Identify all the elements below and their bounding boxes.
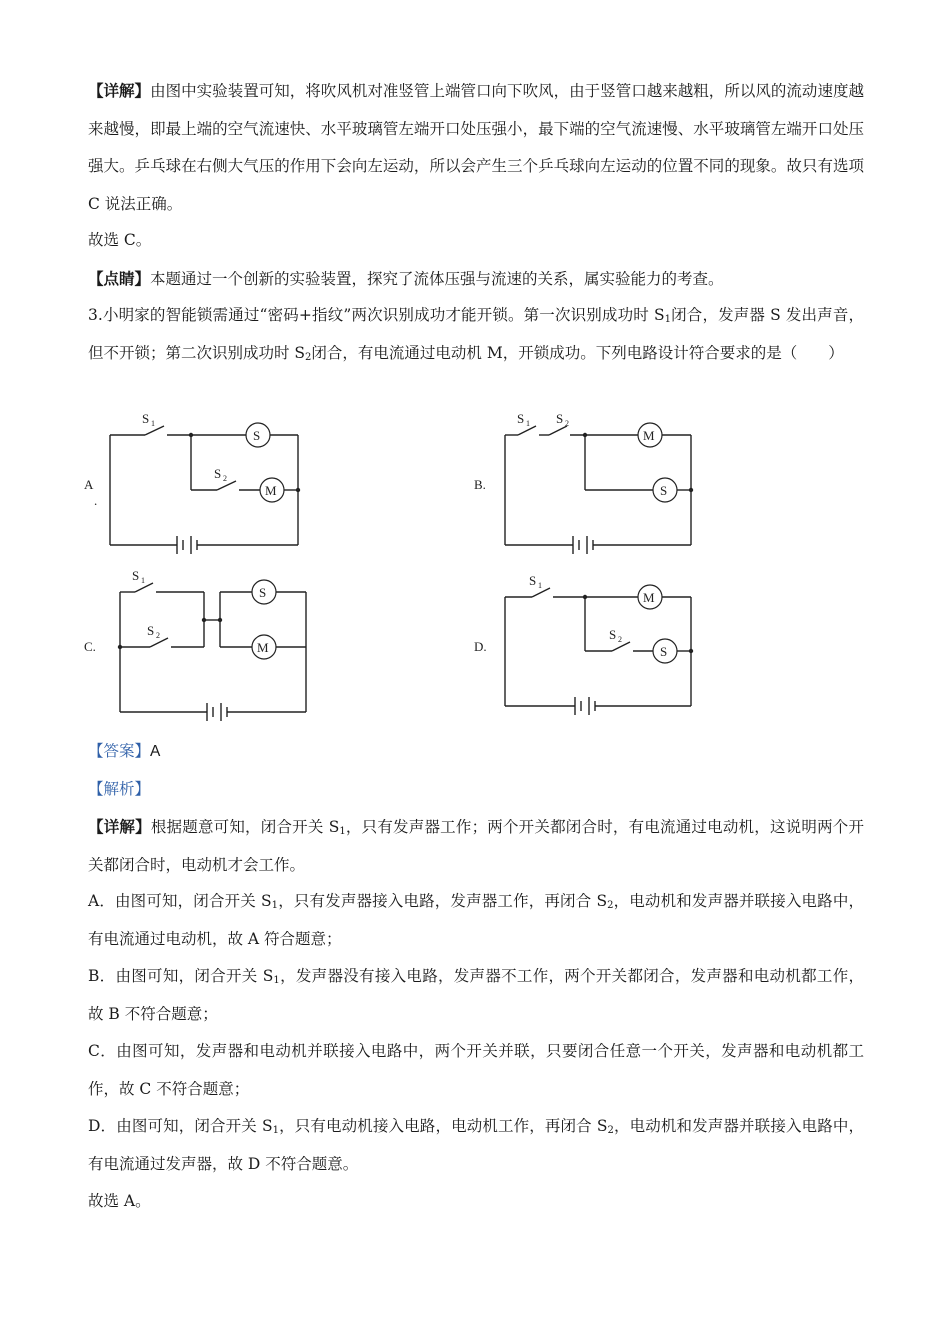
sounder-label: S xyxy=(660,644,668,659)
subscript: 1 xyxy=(526,419,530,428)
subscript: 1 xyxy=(141,576,145,585)
analysis-label: 【解析】 xyxy=(88,780,151,798)
comment-text: 本题通过一个创新的实验装置，探究了流体压强与流速的关系，属实验能力的考查。 xyxy=(150,270,724,288)
switch-label: S xyxy=(214,466,222,481)
option-label: A xyxy=(84,477,94,492)
circuit-option-b xyxy=(470,405,710,555)
detail-paragraph-1 xyxy=(88,72,864,223)
explanation-text-part: ，发声器没有接入电路，发声器不工作，两个开关都闭合，发声器和电动机都工作，故 B 不符合题意； xyxy=(88,967,865,1023)
option-b-explanation xyxy=(88,958,864,1033)
option-label: B. xyxy=(474,477,486,492)
switch-label: S xyxy=(556,411,564,426)
option-a-explanation xyxy=(88,883,864,958)
subscript: 2 xyxy=(618,635,622,644)
circuit-c-diagram xyxy=(80,565,320,725)
detail-label: 【详解】 xyxy=(88,817,151,836)
question-number: 3. xyxy=(88,306,103,324)
switch-label: S xyxy=(147,623,155,638)
choice-line-2 xyxy=(88,1183,864,1221)
explanation-text-part: B．由图可知，闭合开关 S xyxy=(88,967,274,985)
answer-value: A xyxy=(150,743,161,760)
switch-label: S xyxy=(142,411,150,426)
circuit-b-diagram xyxy=(470,405,710,555)
subscript: 1 xyxy=(339,826,346,837)
sounder-label: S xyxy=(660,483,668,498)
explanation-text-part: C．由图可知，发声器和电动机并联接入电路中，两个开关并联，只要闭合任意一个开关，发声器和电动机都工作，故 C 不符合题意； xyxy=(88,1042,864,1098)
circuit-option-a xyxy=(80,405,320,555)
option-dot: . xyxy=(94,493,98,508)
explanation-text-part: ，只有发声器接入电路，发声器工作，再闭合 S xyxy=(278,892,608,910)
subscript: 1 xyxy=(272,1125,279,1136)
subscript: 1 xyxy=(271,900,279,911)
sounder-label: S xyxy=(253,428,261,443)
choice-text: 故选 A。 xyxy=(88,1192,151,1210)
circuit-option-c xyxy=(80,565,320,725)
option-c-explanation xyxy=(88,1033,864,1108)
detail-paragraph-2 xyxy=(88,808,864,884)
switch-label: S xyxy=(609,627,617,642)
option-d-explanation xyxy=(88,1108,864,1183)
question-text-part: 小明家的智能锁需通过“密码+指纹”两次识别成功才能开锁。第一次识别成功时 S xyxy=(102,306,665,324)
subscript: 2 xyxy=(565,419,569,428)
explanation-text-part: ，电动机和发声器并联接入电路中，有电流通过电动机，故 A 符合题意； xyxy=(88,892,864,948)
answer-label: 【答案】 xyxy=(88,742,151,760)
subscript: 2 xyxy=(607,900,614,911)
subscript: 1 xyxy=(151,419,155,428)
question-3 xyxy=(88,297,864,372)
choice-line-1 xyxy=(88,222,864,260)
explanation-text-part: ，电动机和发声器并联接入电路中，有电流通过发声器，故 D 不符合题意。 xyxy=(88,1117,864,1173)
subscript: 1 xyxy=(538,581,542,590)
detail-text-part: 根据题意可知，闭合开关 S xyxy=(150,818,340,836)
circuit-d-diagram xyxy=(470,565,710,725)
motor-label: M xyxy=(643,590,655,605)
detail-label: 【详解】 xyxy=(88,81,151,100)
analysis-line xyxy=(88,771,864,809)
detail-text-part: ，只有发声器工作；两个开关都闭合时，有电流通过电动机，这说明两个开关都闭合时，电动机才会工作。 xyxy=(88,818,864,874)
switch-label: S xyxy=(529,573,537,588)
subscript: 2 xyxy=(607,1125,614,1136)
motor-label: M xyxy=(265,483,277,498)
circuit-option-d xyxy=(470,565,710,725)
choice-text: 故选 C。 xyxy=(88,231,152,249)
motor-label: M xyxy=(643,428,655,443)
circuit-a-diagram xyxy=(80,405,320,555)
question-text-part: 闭合，有电流通过电动机 M，开锁成功。下列电路设计符合要求的是（ ） xyxy=(311,343,844,362)
option-label: D. xyxy=(474,639,487,654)
detail-text: 由图中实验装置可知，将吹风机对准竖管上端管口向下吹风，由于竖管口越来越粗，所以风的流动速度越来越慢，即最上端的空气流速快、水平玻璃管左端开口处压强小，最下端的空气流速慢、水平玻璃管左端开口处压强大。乒乓球在右侧大气压的作用下会向左运动，所以会产生三个乒乓球向左运动的位置不同的现象。故只有选项 C 说法正确。 xyxy=(88,82,864,213)
question-text-part: 闭合，发声器 S 发出声音，但不开锁；第二次识别成功时 S xyxy=(88,306,864,362)
option-label: C. xyxy=(84,639,96,654)
answer-line xyxy=(88,733,864,771)
subscript: 1 xyxy=(664,314,671,325)
sounder-label: S xyxy=(259,585,267,600)
motor-label: M xyxy=(257,640,269,655)
explanation-text-part: ，只有电动机接入电路，电动机工作，再闭合 S xyxy=(278,1117,608,1135)
switch-label: S xyxy=(132,568,140,583)
explanation-text-part: A．由图可知，闭合开关 S xyxy=(88,892,272,910)
comment-label: 【点睛】 xyxy=(88,269,151,288)
subscript: 2 xyxy=(156,631,160,640)
switch-label: S xyxy=(517,411,525,426)
subscript: 2 xyxy=(223,474,227,483)
subscript: 2 xyxy=(305,351,312,363)
subscript: 1 xyxy=(273,975,280,986)
explanation-text-part: D．由图可知，闭合开关 S xyxy=(88,1117,273,1135)
comment-paragraph xyxy=(88,260,864,299)
